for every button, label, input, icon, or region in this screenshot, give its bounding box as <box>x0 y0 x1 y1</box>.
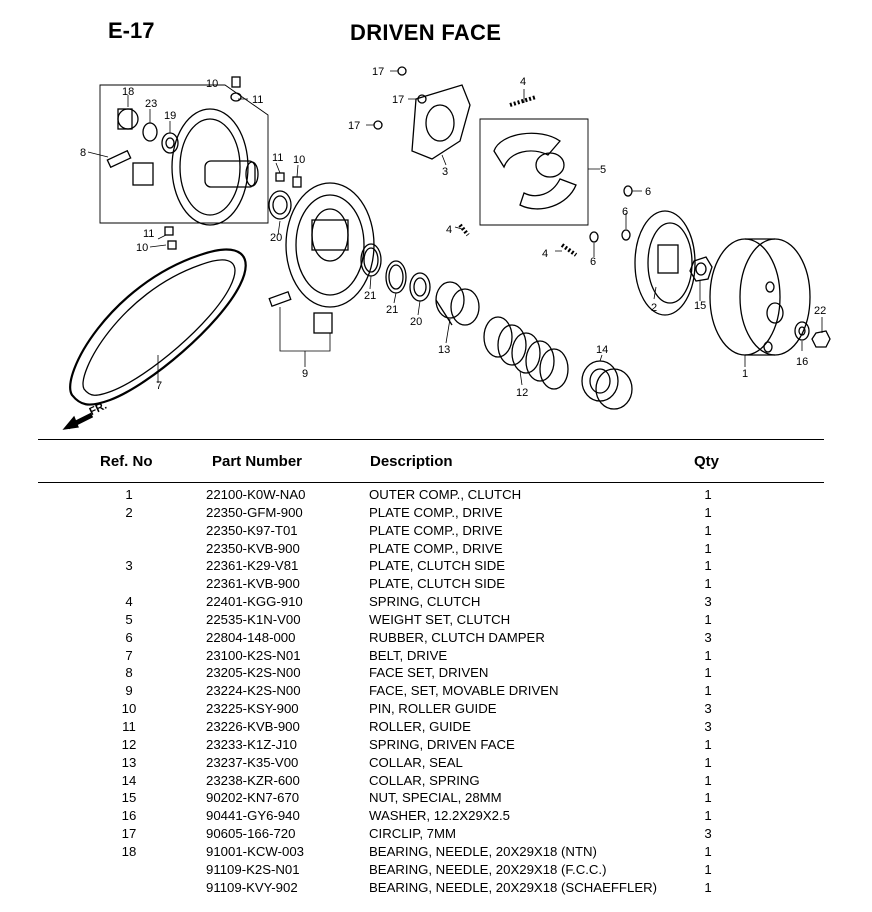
table-row <box>0 557 872 575</box>
description-cell: PLATE, CLUTCH SIDE <box>369 558 506 574</box>
part-number-cell: 90202-KN7-670 <box>206 790 300 806</box>
part-number-cell: 90441-GY6-940 <box>206 808 300 824</box>
table-row <box>0 664 872 682</box>
description-cell: BELT, DRIVE <box>369 647 448 663</box>
svg-text:1: 1 <box>742 368 749 380</box>
svg-text:3: 3 <box>442 166 449 178</box>
svg-text:17: 17 <box>348 120 361 132</box>
qty-cell: 1 <box>704 861 712 877</box>
bearing-part <box>118 109 138 129</box>
table-row <box>0 647 872 665</box>
svg-text:22: 22 <box>814 305 827 317</box>
part-number-cell: 23225-KSY-900 <box>206 701 299 717</box>
description-cell: BEARING, NEEDLE, 20X29X18 (NTN) <box>369 843 597 859</box>
svg-text:7: 7 <box>156 380 163 392</box>
part-number-cell: 23100-K2S-N01 <box>206 647 301 663</box>
part-number-cell: 22361-KVB-900 <box>206 576 300 592</box>
part-number-cell: 23238-KZR-600 <box>206 772 300 788</box>
qty-cell: 1 <box>704 558 712 574</box>
part-number-cell: 22535-K1N-V00 <box>206 611 301 627</box>
table-row <box>0 629 872 647</box>
table-row <box>0 575 872 593</box>
table-row <box>0 736 872 754</box>
part-number-cell: 91109-KVY-902 <box>206 879 298 895</box>
qty-cell: 3 <box>704 594 712 610</box>
front-marker: FR. <box>87 399 109 419</box>
svg-text:11: 11 <box>252 94 264 106</box>
table-row <box>0 754 872 772</box>
part-number-cell: 22350-K97-T01 <box>206 522 298 538</box>
column-header-part-number: Part Number <box>212 453 303 470</box>
svg-text:9: 9 <box>302 368 309 380</box>
table-row <box>0 789 872 807</box>
qty-cell: 3 <box>704 826 712 842</box>
subassembly-outline <box>100 85 268 223</box>
description-cell: COLLAR, SEAL <box>369 754 463 770</box>
table-row <box>0 861 872 879</box>
qty-cell: 1 <box>704 504 712 520</box>
table-row <box>0 486 872 504</box>
qty-cell: 1 <box>704 879 712 895</box>
svg-text:17: 17 <box>392 94 405 106</box>
svg-text:11: 11 <box>272 152 284 164</box>
description-cell: ROLLER, GUIDE <box>369 718 471 734</box>
clutch-side-plate-part <box>412 85 470 159</box>
column-header-description: Description <box>370 453 453 470</box>
description-cell: WASHER, 12.2X29X2.5 <box>369 808 510 824</box>
svg-text:5: 5 <box>600 164 607 176</box>
qty-cell: 1 <box>704 540 712 556</box>
table-row <box>0 772 872 790</box>
ref-cell: 6 <box>125 629 133 645</box>
table-row <box>0 682 872 700</box>
ref-cell: 2 <box>125 504 133 520</box>
column-header-qty: Qty <box>694 453 720 470</box>
table-row <box>0 611 872 629</box>
movable-driven-face-part <box>286 183 377 307</box>
svg-text:17: 17 <box>372 66 385 78</box>
svg-text:15: 15 <box>694 300 707 312</box>
part-number-cell: 22401-KGG-910 <box>206 594 303 610</box>
description-cell: RUBBER, CLUTCH DAMPER <box>369 629 545 645</box>
svg-text:10: 10 <box>206 78 219 90</box>
description-cell: NUT, SPECIAL, 28MM <box>369 790 502 806</box>
svg-text:23: 23 <box>145 98 158 110</box>
description-cell: SPRING, CLUTCH <box>369 594 481 610</box>
ref-cell: 15 <box>121 790 137 806</box>
description-cell: PIN, ROLLER GUIDE <box>369 701 497 717</box>
qty-cell: 1 <box>704 736 712 752</box>
part-number-cell: 23224-K2S-N00 <box>206 683 301 699</box>
exploded-parts-diagram <box>0 55 872 435</box>
description-cell: PLATE COMP., DRIVE <box>369 522 503 538</box>
svg-text:21: 21 <box>386 304 399 316</box>
svg-text:6: 6 <box>590 256 597 268</box>
qty-cell: 1 <box>704 647 712 663</box>
description-cell: FACE, SET, MOVABLE DRIVEN <box>369 683 559 699</box>
qty-cell: 3 <box>704 718 712 734</box>
svg-text:4: 4 <box>446 224 453 236</box>
qty-cell: 1 <box>704 576 712 592</box>
qty-cell: 1 <box>704 790 712 806</box>
ref-cell: 13 <box>121 754 137 770</box>
qty-cell: 1 <box>704 611 712 627</box>
table-row <box>0 700 872 718</box>
table-row <box>0 522 872 540</box>
ref-cell: 7 <box>125 647 133 663</box>
clutch-weight-part <box>494 133 560 167</box>
table-top-rule <box>38 439 824 440</box>
part-number-cell: 23226-KVB-900 <box>206 718 300 734</box>
qty-cell: 1 <box>704 772 712 788</box>
table-row <box>0 807 872 825</box>
svg-text:18: 18 <box>122 86 135 98</box>
svg-text:6: 6 <box>645 186 652 198</box>
ref-cell: 17 <box>121 826 137 842</box>
qty-cell: 1 <box>704 843 712 859</box>
svg-text:12: 12 <box>516 387 529 399</box>
description-cell: BEARING, NEEDLE, 20X29X18 (F.C.C.) <box>369 861 607 877</box>
description-cell: PLATE, CLUTCH SIDE <box>369 576 506 592</box>
column-header-ref-no: Ref. No <box>100 453 153 470</box>
qty-cell: 1 <box>704 487 712 502</box>
ref-cell: 3 <box>125 558 133 574</box>
part-number-cell: 23233-K1Z-J10 <box>206 736 297 752</box>
table-row <box>0 593 872 611</box>
part-number-cell: 22350-KVB-900 <box>206 540 300 556</box>
description-cell: SPRING, DRIVEN FACE <box>369 736 515 752</box>
qty-cell: 1 <box>704 683 712 699</box>
qty-cell: 1 <box>704 808 712 824</box>
qty-cell: 1 <box>704 522 712 538</box>
description-cell: WEIGHT SET, CLUTCH <box>369 611 511 627</box>
description-cell: PLATE COMP., DRIVE <box>369 540 503 556</box>
driven-face-part <box>172 109 248 225</box>
part-number-cell: 22350-GFM-900 <box>206 504 303 520</box>
table-header-rule <box>38 482 824 483</box>
ref-cell: 9 <box>125 683 133 699</box>
description-cell: OUTER COMP., CLUTCH <box>369 487 522 502</box>
qty-cell: 1 <box>704 665 712 681</box>
svg-text:16: 16 <box>796 356 809 368</box>
table-row <box>0 825 872 843</box>
ref-cell: 10 <box>121 701 137 717</box>
description-cell: FACE SET, DRIVEN <box>369 665 489 681</box>
parts-table-body <box>0 486 872 896</box>
table-row <box>0 879 872 897</box>
part-number-cell: 22361-K29-V81 <box>206 558 299 574</box>
svg-text:4: 4 <box>520 76 527 88</box>
svg-text:8: 8 <box>80 147 87 159</box>
table-row <box>0 718 872 736</box>
ref-cell: 16 <box>121 808 137 824</box>
svg-text:2: 2 <box>651 302 658 314</box>
table-row <box>0 540 872 558</box>
ref-cell: 14 <box>121 772 137 788</box>
part-number-cell: 22100-K0W-NA0 <box>206 487 306 502</box>
outer-clutch-part <box>710 239 780 355</box>
part-number-cell: 90605-166-720 <box>206 826 296 842</box>
page-title: DRIVEN FACE <box>350 20 502 45</box>
svg-text:13: 13 <box>438 344 451 356</box>
svg-text:19: 19 <box>164 110 177 122</box>
part-number-cell: 22804-148-000 <box>206 629 296 645</box>
description-cell: BEARING, NEEDLE, 20X29X18 (SCHAEFFLER) <box>369 879 658 895</box>
description-cell: COLLAR, SPRING <box>369 772 480 788</box>
svg-text:14: 14 <box>596 344 609 356</box>
qty-cell: 1 <box>704 754 712 770</box>
part-number-cell: 23205-K2S-N00 <box>206 665 301 681</box>
table-row <box>0 504 872 522</box>
ref-cell: 18 <box>121 843 137 859</box>
svg-text:10: 10 <box>136 242 149 254</box>
drive-plate-part <box>635 211 695 315</box>
ref-cell: 5 <box>125 611 133 627</box>
svg-text:21: 21 <box>364 290 377 302</box>
part-number-cell: 23237-K35-V00 <box>206 754 299 770</box>
ref-cell: 8 <box>125 665 133 681</box>
part-number-cell: 91109-K2S-N01 <box>206 861 300 877</box>
description-cell: CIRCLIP, 7MM <box>369 826 456 842</box>
description-cell: PLATE COMP., DRIVE <box>369 504 503 520</box>
qty-cell: 3 <box>704 629 712 645</box>
ref-cell: 4 <box>125 594 133 610</box>
svg-text:6: 6 <box>622 206 629 218</box>
part-number-cell: 91001-KCW-003 <box>206 843 304 859</box>
svg-text:4: 4 <box>542 248 549 260</box>
svg-text:10: 10 <box>293 154 306 166</box>
page-code: E-17 <box>108 18 155 43</box>
ref-cell: 11 <box>122 718 136 734</box>
ref-cell: 1 <box>125 487 133 502</box>
table-row <box>0 843 872 861</box>
ref-cell: 12 <box>121 736 137 752</box>
qty-cell: 3 <box>704 701 712 717</box>
svg-text:20: 20 <box>410 316 423 328</box>
svg-text:11: 11 <box>143 228 155 240</box>
svg-text:20: 20 <box>270 232 283 244</box>
